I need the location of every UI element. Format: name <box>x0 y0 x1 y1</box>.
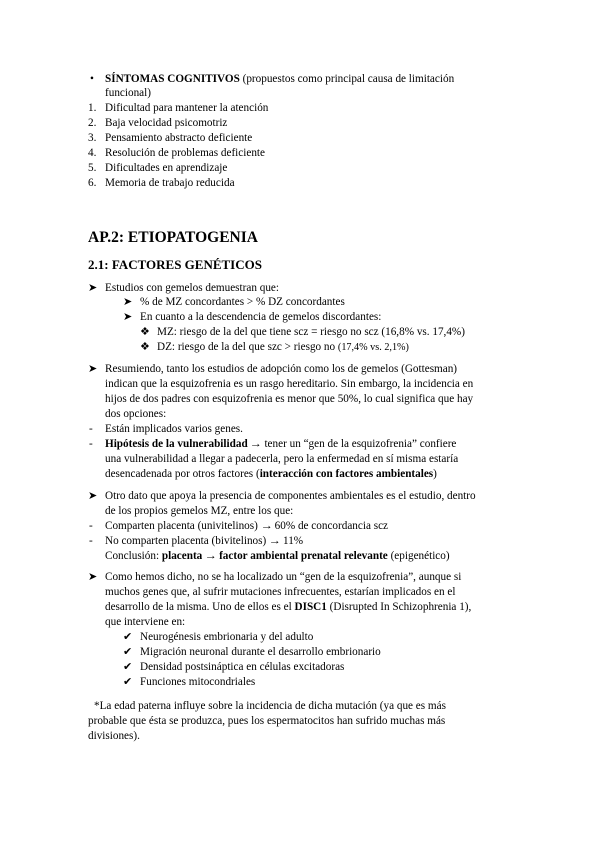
summary-option-2 <box>105 437 456 452</box>
list-number: 5. <box>88 162 97 174</box>
subsection-heading: 2.1: FACTORES GENÉTICOS <box>88 257 262 272</box>
section-heading: AP.2: ETIOPATOGENIA <box>88 229 258 246</box>
checkmark-icon: ✔ <box>123 631 133 643</box>
option-value: 60% de concordancia scz <box>271 520 389 532</box>
list-number: 1. <box>88 102 97 114</box>
disc1-line: Como hemos dicho, no se ha localizado un “gen de la esquizofrenia”, aunque si <box>105 571 462 583</box>
cont-close: ) <box>433 468 437 480</box>
list-item: Baja velocidad psicomotriz <box>105 117 228 129</box>
disc1-text: desarrollo de la misma. Uno de ellos es el <box>105 601 295 613</box>
list-item: Dificultades en aprendizaje <box>105 162 228 174</box>
note-line: *La edad paterna influye sobre la incidencia de dicha mutación (ya que es más <box>94 700 446 712</box>
summary-option-1: Están implicados varios genes. <box>105 423 243 435</box>
checkmark-icon: ✔ <box>123 676 133 688</box>
conclusion-placenta: placenta <box>161 550 206 562</box>
summary-option-2-cont: una vulnerabilidad a llegar a padecerla, pero la enfermedad en sí misma estaría <box>105 453 459 465</box>
disc1-item: Neurogénesis embrionaria y del adulto <box>140 631 314 643</box>
hypothesis-text: tener un “gen de la esquizofrenia” confiere <box>261 438 457 450</box>
summary-line: dos opciones: <box>105 408 167 420</box>
twins-dz-text: DZ: riesgo de la del que szc > riesgo no <box>157 341 338 353</box>
cont-text: desencadenada por otros factores ( <box>105 468 260 480</box>
disc1-item: Migración neuronal durante el desarrollo embrionario <box>140 646 381 658</box>
twins-dz <box>157 340 409 356</box>
bullet: • <box>90 73 94 85</box>
environment-conclusion <box>105 549 450 564</box>
list-number: 4. <box>88 147 97 159</box>
summary-option-2-cont <box>105 467 437 482</box>
list-item: Pensamiento abstracto deficiente <box>105 132 253 144</box>
right-arrow-icon: → <box>268 535 281 547</box>
option-text: Comparten placenta (univitelinos) <box>105 520 261 532</box>
hypothesis-title: Hipótesis de la vulnerabilidad <box>105 438 248 450</box>
checkmark-icon: ✔ <box>123 661 133 673</box>
list-number: 3. <box>88 132 97 144</box>
list-item: Resolución de problemas deficiente <box>105 147 265 159</box>
symptoms-title-line <box>105 72 454 87</box>
right-arrow-icon: → <box>249 438 263 450</box>
arrowhead-icon: ➤ <box>88 363 98 375</box>
diamond-bullet-icon: ❖ <box>140 341 151 353</box>
conclusion-factor: factor ambiental prenatal relevante <box>216 550 388 562</box>
disc1-gene: DISC1 <box>294 601 327 613</box>
list-number: 6. <box>88 177 97 189</box>
conclusion-note: (epigenético) <box>387 550 450 562</box>
arrowhead-icon: ➤ <box>88 490 98 502</box>
arrowhead-icon: ➤ <box>88 571 98 583</box>
disc1-line: que interviene en: <box>105 616 186 628</box>
option-text: No comparten placenta (bivitelinos) <box>105 535 270 547</box>
disc1-expansion: (Disrupted In Schizophrenia 1), <box>326 601 472 613</box>
summary-line: hijos de dos padres con esquizofrenia es menor que 50%, lo cual significa que hay <box>105 393 474 405</box>
list-number: 2. <box>88 117 97 129</box>
note-line: divisiones). <box>88 730 140 742</box>
dash-bullet: - <box>89 535 93 547</box>
environment-option-1 <box>105 519 388 534</box>
dash-bullet: - <box>89 423 93 435</box>
cont-bold: interacción con factores ambientales <box>259 468 434 480</box>
summary-line: Resumiendo, tanto los estudios de adopción como los de gemelos (Gottesman) <box>105 363 458 375</box>
diamond-bullet-icon: ❖ <box>140 326 151 338</box>
disc1-line <box>105 600 471 615</box>
twins-sub1: % de MZ concordantes > % DZ concordantes <box>140 296 345 308</box>
conclusion-label: Conclusión: <box>105 550 162 562</box>
disc1-item: Funciones mitocondriales <box>140 676 256 688</box>
right-arrow-icon: → <box>260 520 273 532</box>
arrowhead-icon: ➤ <box>88 282 98 294</box>
twins-lead: Estudios con gemelos demuestran que: <box>105 282 279 294</box>
dash-bullet: - <box>89 438 93 450</box>
summary-line: indican que la esquizofrenia es un rasgo hereditario. Sin embargo, la incidencia en <box>105 378 474 390</box>
twins-mz: MZ: riesgo de la del que tiene scz = riesgo no scz (16,8% vs. 17,4%) <box>157 326 465 338</box>
arrowhead-icon: ➤ <box>123 311 133 323</box>
dash-bullet: - <box>89 520 93 532</box>
note-line: probable que ésta se produzca, pues los espermatocitos han sufrido muchas más <box>88 715 446 727</box>
disc1-item: Densidad postsináptica en células excitadoras <box>140 661 345 673</box>
symptoms-note: (propuestos como principal causa de limitación <box>239 73 455 85</box>
list-item: Dificultad para mantener la atención <box>105 102 269 114</box>
checkmark-icon: ✔ <box>123 646 133 658</box>
twins-dz-values: (17,4% vs. 2,1%) <box>337 342 409 353</box>
environment-line: de los propios gemelos MZ, entre los que: <box>105 505 294 517</box>
list-item: Memoria de trabajo reducida <box>105 177 235 189</box>
arrowhead-icon: ➤ <box>123 296 133 308</box>
right-arrow-icon: → <box>204 550 217 562</box>
disc1-line: muchos genes que, al sufrir mutaciones infrecuentes, estarían implicados en el <box>105 586 456 598</box>
option-value: 11% <box>280 535 304 547</box>
symptoms-note-cont: funcional) <box>105 87 151 99</box>
environment-line: Otro dato que apoya la presencia de componentes ambientales es el estudio, dentro <box>105 490 476 502</box>
environment-option-2 <box>105 534 303 549</box>
twins-sub2: En cuanto a la descendencia de gemelos discordantes: <box>140 311 382 323</box>
symptoms-title: SÍNTOMAS COGNITIVOS <box>105 73 240 85</box>
